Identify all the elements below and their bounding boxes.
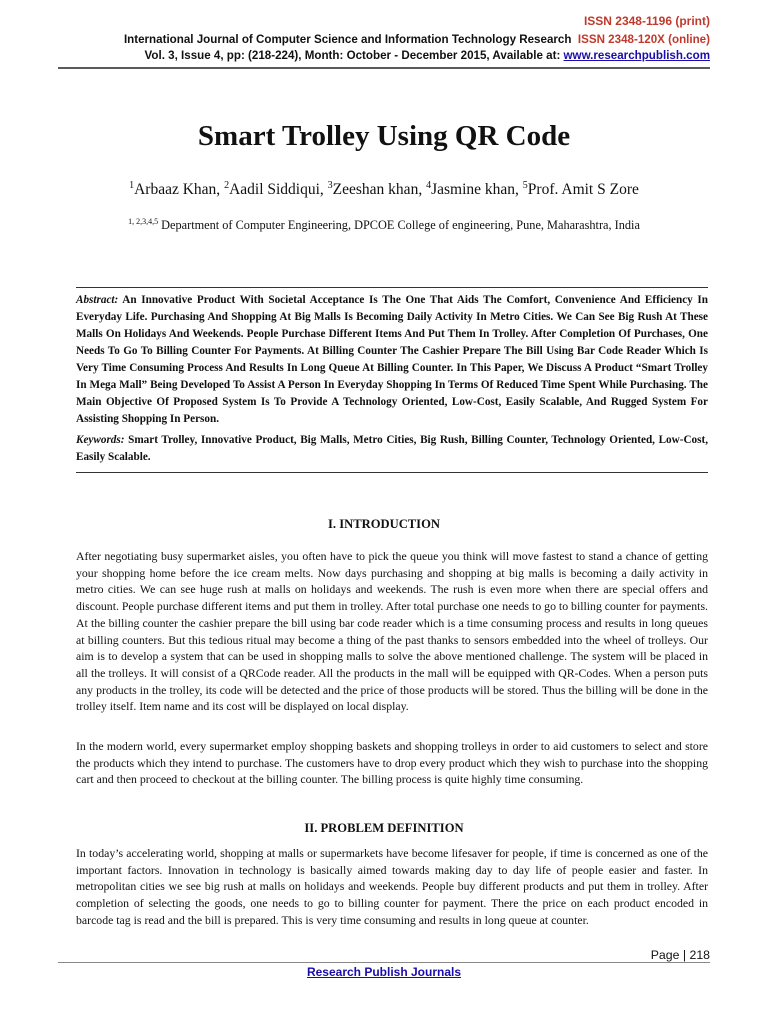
- author-list: [0, 176, 768, 200]
- footer: [0, 964, 768, 980]
- journal-name: International Journal of Computer Science and Information Technology Research: [123, 33, 572, 46]
- author-name: Arbaaz Khan,: [134, 181, 225, 199]
- header-rule: [58, 67, 710, 69]
- author-sup: 2: [224, 180, 230, 191]
- abstract-text: An Innovative Product With Societal Acceptance Is The One That Aids The Comfort, Convenience And Efficiency In Everyday Life. Purchasing And Shopping At Big Malls Is Becoming Daily Activity In Metro Cities. We Can See Big Rush At These Malls On Holidays And Weekends. People Purchase Different Items And Put Them In Trolley. After Completion Of Purchases, One Needs To Go To Billing Counter For Payments. At Billing Counter The Cashier Prepare The Bill Using Bar Code Reader Which Is Very Time Consuming Process And Results In Long Queue At Billing Counter. In This Paper, We Discuss A Product “Smart Trolley In Mega Mall” Being Developed To Assist A Person In Everyday Shopping In Terms Of Reduced Time Spent While Purchasing. The Main Objective Of Proposed System Is To Provide A Technology Oriented, Low-Cost, Easily Scalable, And Rugged System For Assisting Shopping In Person.: [76, 294, 708, 425]
- page-number: Page | 218: [650, 948, 710, 962]
- abstract-box: [76, 287, 708, 473]
- volume-line: [58, 48, 710, 63]
- abstract-paragraph: [76, 292, 708, 428]
- abstract-label: Abstract:: [76, 294, 119, 306]
- keywords-label: Keywords:: [76, 434, 125, 446]
- section-heading-introduction: I. INTRODUCTION: [328, 517, 440, 531]
- problem-definition-paragraph: In today’s accelerating world, shopping at malls or supermarkets have become lifesaver for people, if time is concerned as one of the important factors. Innovation in technology is basically aimed towards making day to day life of people easier and faster. In metropolitan cities we see big rush at malls on holidays and weekends. People buy different products and put them in trolley. After completion of selecting the goods, one needs to go to billing counter for payment. There the price on each product encoded in barcode tag is read and the bill is prepared. This is very time consuming and results in long queue at counter.: [76, 846, 708, 927]
- affiliation-text: Department of Computer Engineering, DPCOE College of engineering, Pune, Maharashtra, India: [158, 218, 640, 233]
- volume-info: Vol. 3, Issue 4, pp: (218-224), Month: October - December 2015, Available at:: [144, 49, 564, 62]
- introduction-paragraph-1: After negotiating busy supermarket aisles, you often have to pick the queue you think will move fastest to stand a chance of getting your shopping home before the ice cream melts. Now days purchasing and shopping at big malls is becoming a daily activity in metro cities. We can see huge rush at malls on holidays and weekends. The rush is even more when there are special offers and discount. People purchase different items and put them in trolley. After total purchase one needs to go to billing counter for payments. At the billing counter the cashier prepare the bill using bar code reader which is a time consuming process and results in long queues at billing counters. But this tedious ritual may become a thing of the past thanks to sensors embedded into the wheel of trolleys. Our aim is to develop a system that can be used in shopping malls to solve the above mentioned challenge. The system will be placed in all the trolleys. It will consist of a QRCode reader. All the products in the mall will be equipped with QR-Codes. When a person puts any products in the trolley, its code will be detected and the price of those products will be stored. Thus the billing will be done in the trolley itself. Item name and its cost will be displayed on local display.: [76, 549, 708, 714]
- issn-online: ISSN 2348-120X (online): [577, 33, 710, 46]
- author-name: Jasmine khan,: [431, 181, 523, 199]
- introduction-paragraph-2: In the modern world, every supermarket employ shopping baskets and shopping trolleys in order to aid customers to select and store the products which they intend to purchase. The customers have to drop every product which they wish to purchase into the shopping cart and then proceed to checkout at the billing counter. The billing process is quite highly time consuming.: [76, 739, 708, 787]
- keywords-text: Smart Trolley, Innovative Product, Big Malls, Metro Cities, Big Rush, Billing Counter, Technology Oriented, Low-Cost, Easily Scalable.: [76, 434, 708, 463]
- website-link[interactable]: www.researchpublish.com: [563, 49, 710, 62]
- footer-rule: [58, 962, 710, 963]
- issn-block: [584, 14, 710, 29]
- section-heading-problem-definition: II. PROBLEM DEFINITION: [304, 821, 464, 835]
- issn-print: ISSN 2348-1196 (print): [583, 14, 710, 28]
- affiliation: [0, 214, 768, 233]
- journal-line: [58, 32, 710, 47]
- author-sup: 5: [522, 180, 528, 191]
- author-name: Prof. Amit S Zore: [527, 181, 639, 199]
- affiliation-sup: 1, 2,3,4,5: [128, 217, 159, 226]
- author-sup: 4: [426, 180, 432, 191]
- author-name: Zeeshan khan,: [332, 181, 427, 199]
- keywords-paragraph: [76, 432, 708, 466]
- paper-title: Smart Trolley Using QR Code: [197, 120, 571, 152]
- author-sup: 1: [129, 180, 135, 191]
- author-name: Aadil Siddiqui,: [229, 181, 328, 199]
- publisher-link[interactable]: Research Publish Journals: [306, 965, 462, 979]
- author-sup: 3: [327, 180, 333, 191]
